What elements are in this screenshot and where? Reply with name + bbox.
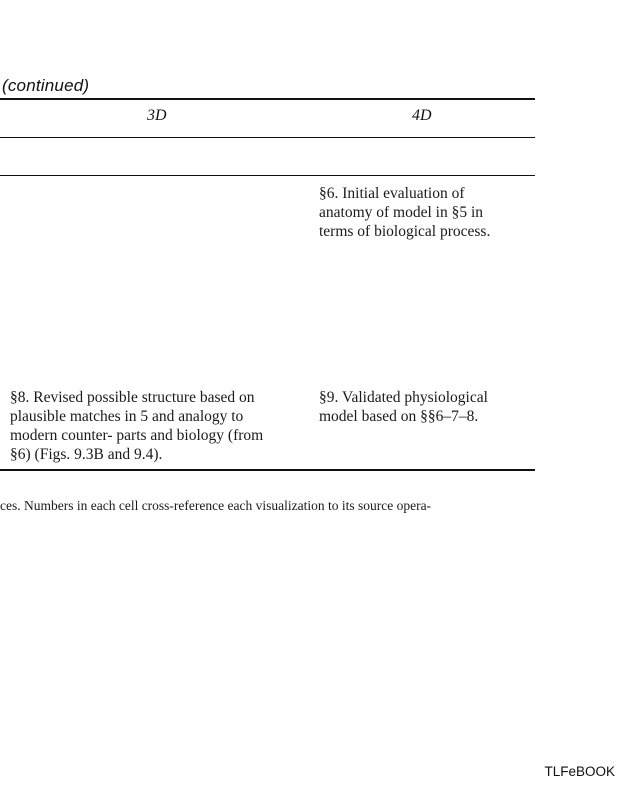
table-cell-row1-4d [319, 184, 490, 241]
table-cell-row2-4d [319, 388, 488, 426]
table-cell-row2-3d [10, 388, 263, 464]
table-continued-label: (continued) [2, 76, 90, 95]
cell-text-line: §8. Revised possible structure based on [10, 389, 255, 406]
watermark-text: TLFeBOOK [544, 764, 615, 779]
column-header-3d: 3D [147, 107, 167, 124]
cell-text-line: model based on §§6–7–8. [319, 408, 479, 425]
column-header-4d: 4D [412, 107, 432, 124]
cell-text-line: plausible matches in 5 and analogy to [10, 408, 244, 425]
cell-text-line: anatomy of model in §5 in [319, 204, 484, 221]
cell-text-line: §6) (Figs. 9.3B and 9.4). [10, 446, 163, 463]
cell-text-line: §6. Initial evaluation of [319, 185, 465, 202]
table-top-rule [0, 98, 535, 100]
empty-row-rule [0, 175, 535, 176]
cell-text-line: §9. Validated physiological [319, 389, 488, 406]
cell-text-line: modern counter- parts and biology (from [10, 427, 264, 444]
table-caption: ces. Numbers in each cell cross-reference each visualization to its source opera- [0, 498, 432, 513]
cell-text-line: terms of biological process. [319, 223, 491, 240]
header-bottom-rule [0, 137, 535, 138]
table-bottom-rule [0, 469, 535, 471]
